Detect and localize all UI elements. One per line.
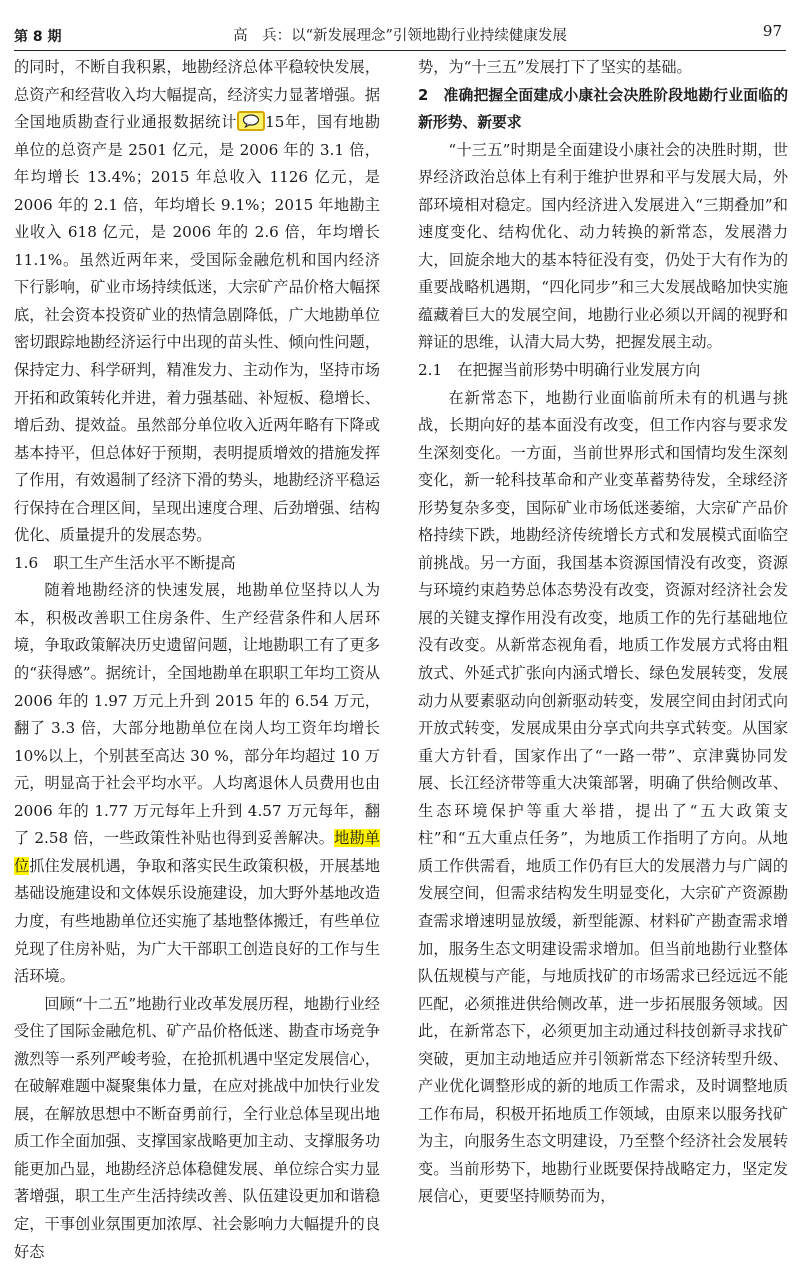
paragraph-continuation: 势，为“十三五”发展打下了坚实的基础。 [418,58,692,76]
highlighted-text[interactable]: 地勘单位 [14,829,380,875]
comment-annotation-icon[interactable] [237,111,265,131]
page-number: 97 [762,22,782,40]
running-title: 高 兵：以“新发展理念”引领地勘行业持续健康发展 [233,28,567,44]
paragraph-new-normal: 在新常态下，地勘行业面临前所未有的机遇与挑战，长期向好的基本面没有改变，但工作内容与要求发生深刻变化。一方面，当前世界形式和国情均发生深刻变化，新一轮科技革命和产业变革蓄势待发，全球经济形势复杂多变，国际矿业市场低迷萎缩，大宗矿产品价格持续下跌，地勘经济传统增长方式和发展模式面临空前挑战。另一方面，我国基本资源国情没有改变，资源与环境约束趋势总体态势没有改变，资源对经济社会发展的关键支撑作用没有改变，地质工作的先行基础地位没有改变。从新常态视角看，地质工作发展方式将由粗放式、外延式扩张向内涵式增长、绿色发展转变，发展动力从要素驱动向创新驱动转变，发展空间由封闭式向开放式转变，发展成果由分享式向共享式转变。从国家重大方针看，国家作出了“一路一带”、京津冀协同发展、长江经济带等重大决策部署，明确了供给侧改革、生态环境保护等重大举措，提出了“五大政策支柱”和“五大重点任务”，为地质工作指明了方向。从地质工作供需看，地质工作仍有巨大的发展潜力与广阔的发展空间，但需求结构发生明显变化，大宗矿产资源勘查需求增速明显放缓，新型能源、材料矿产勘查需求增加，服务生态文明建设需求增加。但当前地勘行业整体队伍规模与产能，与地质找矿的市场需求已经远远不能匹配，必须推进供给侧改革，进一步拓展服务领域。因此，在新常态下，必须更加主动通过科技创新寻求找矿突破，更加主动地适应并引领新常态下经济转型升级、产业优化调整形成的新的地质工作需求，及时调整地质工作布局，积极开拓地质工作领域，由原来以服务找矿为主，向服务生态文明建设，乃至整个经济社会发展转变。当前形势下，地勘行业既要保持战略定力，坚定发展信心，更要坚持顺势而为， [418,388,788,1206]
text-span: 的同时，不断自我积累，地勘经济总体平稳较快发展，总资产和经营收入均大幅提高，经济实力显著增强。据全国地质勘查行业通报数据统计 [14,58,380,132]
paragraph-13th-plan: “十三五”时期是全面建设小康社会的决胜时期，世界经济政治总体上有利于维护世界和平与发展大局，外部环境相对稳定。国内经济进入发展进入“三期叠加”和速度变化、结构优化、动力转换的新常态，发展潜力大，回旋余地大的基本特征没有变，仍处于大有作为的重要战略机遇期，“四化同步”和三大发展战略加快实施蕴藏着巨大的发展空间，地勘行业必须以开阔的视野和辩证的思维，认清大局大势，把握发展主动。 [418,140,788,352]
text-span: 随着地勘经济的快速发展，地勘单位坚持以人为本，积极改善职工住房条件、生产经营条件和人居环境，争取政策解决历史遗留问题，让地勘职工有了更多的“获得感”。据统计，全国地勘单在职职工年均工资从 2006 年的 1.97 万元上升到 2015 年的 6.54 万元，翻了 3.3 倍，大部分地勘单位在岗人均工资年均增长 10%以上，个别甚至高达 30 %，部分年均超过 10 万元，明显高于社会平均水平。人均离退休人员费用也由 2006 年的 1.77 万元每年上升到 4.57 万元每年，翻了 2.58 倍，一些政策性补贴也得到妥善解决。 [14,581,380,848]
right-column [418,54,788,1211]
text-span: 抓住发展机遇，争取和落实民生政策积极，开展基地基础设施建设和文体娱乐设施建设，加大野外基地改造力度，有些地勘单位还实施了基地整体搬迁，有些单位兑现了住房补贴，为广大干部职工创造良好的工作与生活环境。 [14,856,381,986]
left-column [14,54,380,1266]
paragraph-economy [14,54,380,550]
section-heading-1-6: 1.6 职工生产生活水平不断提高 [14,553,236,572]
text-span: 15年，国有地勘单位的总资产是 2501 亿元，是 2006 年的 3.1 倍，年均增长 13.4%；2015 年总收入 1126 亿元，是 2006 年的 2.1 倍，年均增长 9.1%；2015 年地勘主业收入 618 亿元，是 2006 年的 2.6 倍，年均增长 11.1%。虽然近两年来，受国际金融危机和国内经济下行影响，矿业市场持续低迷，大宗矿产品价格大幅探底，社会资本投资矿业的热情急剧降低，广大地勘单位密切跟踪地勘经济运行中出现的苗头性、倾向性问题，保持定力、科学研判，精准发力、主动作为，坚持市场开拓和政策转化并进，着力强基础、补短板、稳增长、增后劲、提效益。虽然部分单位收入近两年略有下降或基本持平，但总体好于预期，表明提质增效的措施发挥了作用，有效遏制了经济下滑的势头，地勘经济平稳运行保持在合理区间，呈现出速度合理、后劲增强、结构优化、质量提升的发展态势。 [14,113,381,545]
paragraph-living-standard [14,577,380,990]
running-header [14,0,786,51]
paragraph-review: 回顾“十二五”地勘行业改革发展历程，地勘行业经受住了国际金融危机、矿产品价格低迷、勘查市场竞争激烈等一系列严峻考验，在抢抓机遇中坚定发展信心，在破解难题中凝聚集体力量，在应对挑战中加快行业发展，在解放思想中不断奋勇前行，全行业总体呈现出地质工作全面加强、支撑国家战略更加主动、支撑服务功能更加凸显，地勘经济总体稳健发展、单位综合实力显著增强，职工生产生活持续改善、队伍建设更加和谐稳定，干事创业氛围更加浓厚、社会影响力大幅提升的良好态 [14,994,380,1261]
issue-number: 第 8 期 [14,29,62,45]
section-heading-2: 2 准确把握全面建成小康社会决胜阶段地勘行业面临的新形势、新要求 [418,86,788,132]
section-heading-2-1: 2.1 在把握当前形势中明确行业发展方向 [418,361,701,380]
